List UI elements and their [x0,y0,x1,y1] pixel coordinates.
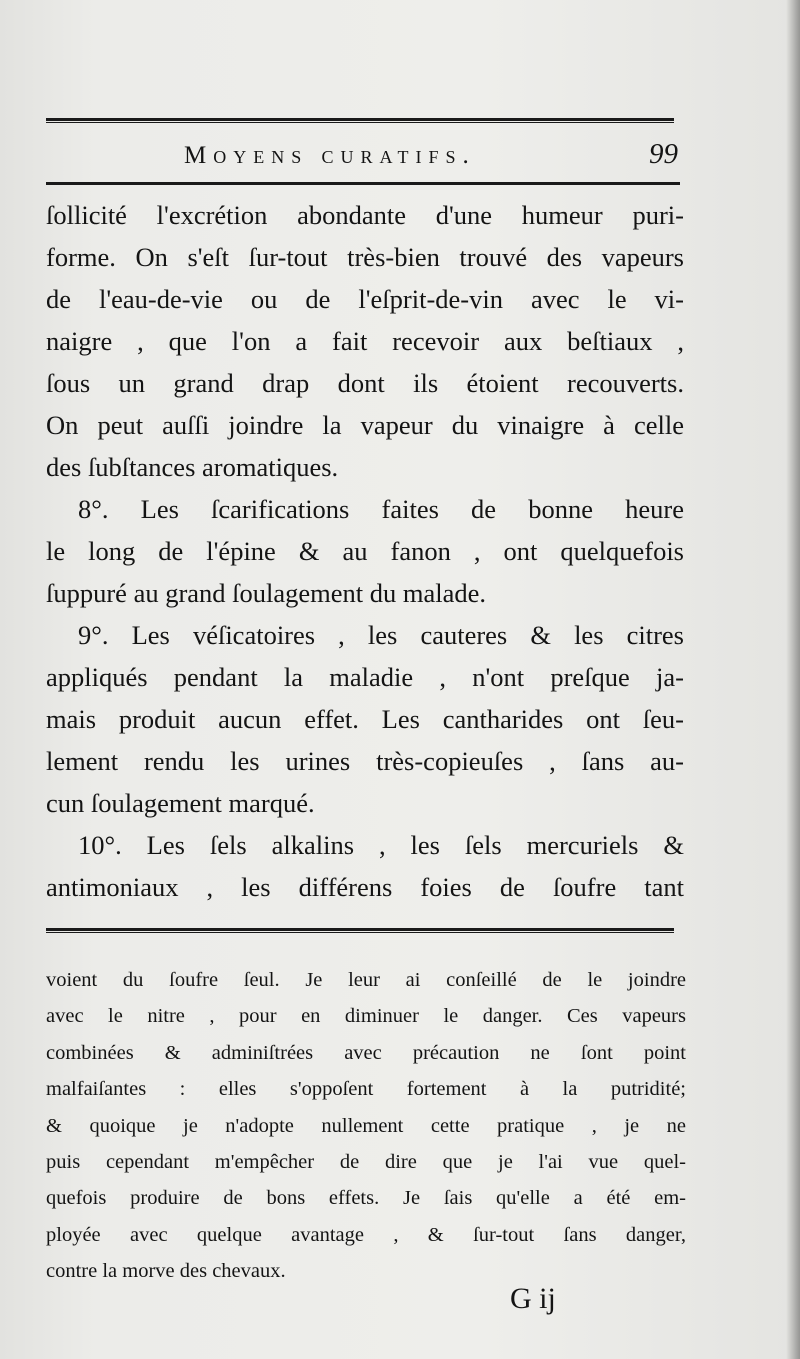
signature-mark: G ij [510,1282,556,1315]
footnote-line: quefois produire de bons effets. Je ſais qu'elle a été em- [46,1187,686,1210]
running-title: Moyens curatifs. [184,142,476,169]
text-line: appliqués pendant la maladie , n'ont preſque ja- [46,662,684,692]
text-line: ſuppuré au grand ſoulagement du malade. [46,578,487,608]
text-line: cun ſoulagement marqué. [46,788,315,818]
footnote-line: combinées & adminiſtrées avec précaution ne ſont point [46,1041,686,1064]
text-line: naigre , que l'on a fait recevoir aux beſtiaux , [46,326,684,356]
footnote-line: & quoique je n'adopte nullement cette pratique , je ne [46,1114,686,1137]
footnote-line: contre la morve des chevaux. [46,1260,286,1283]
page-number: 99 [649,138,678,170]
text-line: On peut auſſi joindre la vapeur du vinaigre à celle [46,410,684,440]
footnote-line: malfaiſantes : elles s'oppoſent fortement à la putridité; [46,1078,686,1101]
footnote-line: voient du ſoufre ſeul. Je leur ai conſeillé de le joindre [46,969,686,991]
header-rule [46,182,680,186]
text-line: des ſubſtances aromatiques. [46,452,339,482]
footnote-line: ployée avec quelque avantage , & ſur-tout ſans danger, [46,1223,686,1246]
footnote-line: avec le nitre , pour en diminuer le danger. Ces vapeurs [46,1005,686,1028]
page-header [46,138,680,178]
text-line: ſous un grand drap dont ils étoient recouverts. [46,368,684,398]
text-line: de l'eau-de-vie ou de l'eſprit-de-vin avec le vi- [46,284,684,314]
footnote-rule [46,928,674,933]
text-line: le long de l'épine & au fanon , ont quelquefois [46,536,684,566]
text-line: mais produit aucun effet. Les cantharides ont ſeu- [46,704,684,734]
footnote-line: puis cependant m'empêcher de dire que je l'ai vue quel- [46,1150,686,1173]
footnote-text [46,962,686,1290]
text-line: antimoniaux , les différens foies de ſoufre tant [46,872,684,902]
main-text [46,194,684,908]
text-line: forme. On s'eſt ſur-tout très-bien trouvé des vapeurs [46,242,684,272]
text-line: 9°. Les véſicatoires , les cauteres & les citres [78,620,684,650]
text-line: lement rendu les urines très-copieuſes , ſans au- [46,746,684,776]
text-line: ſollicité l'excrétion abondante d'une humeur puri- [46,200,684,230]
top-rule [46,118,674,123]
text-line: 8°. Les ſcarifications faites de bonne heure [78,494,684,524]
text-line: 10°. Les ſels alkalins , les ſels mercuriels & [78,830,684,860]
